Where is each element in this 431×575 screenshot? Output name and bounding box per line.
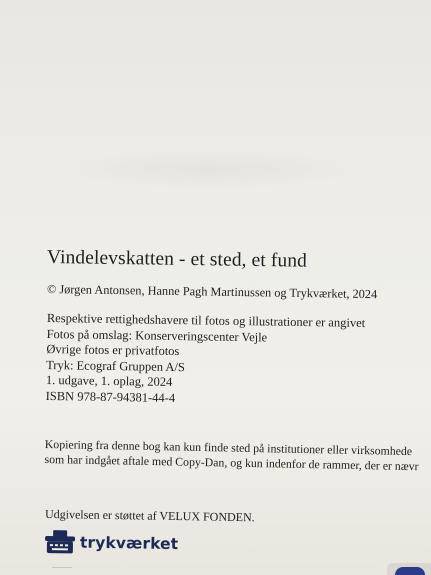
logo-text: trykværket <box>79 533 179 554</box>
background-object-tab <box>395 567 425 575</box>
info-line: Øvrige fotos er privatfotos <box>46 342 180 359</box>
publisher-logo <box>44 529 179 557</box>
info-line: Tryk: Ecograf Gruppen A/S <box>46 357 186 374</box>
legal-line: Kopiering fra denne bog kan kun finde sted på institutioner eller virksomhede <box>44 437 413 459</box>
info-line: 1. udgave, 1. oplag, 2024 <box>45 373 173 390</box>
info-line: Fotos på omslag: Konserveringscenter Vejle <box>46 326 268 345</box>
background-object <box>387 563 431 575</box>
cut-off-text <box>52 567 72 575</box>
typewriter-icon <box>44 529 76 555</box>
info-line: Respektive rettighedshavere til fotos og illustrationer er angivet <box>46 311 366 330</box>
colophon-info <box>46 311 366 410</box>
legal-line: som har indgået aftale med Copy-Dan, og kun indenfor de rammer, der er nævr <box>44 452 419 474</box>
support-line: Udgivelsen er støttet af VELUX FONDEN. <box>44 507 255 525</box>
book-title: Vindelevskatten - et sted, et fund <box>46 247 308 272</box>
show-through-text <box>60 150 360 190</box>
isbn-line: ISBN 978-87-94381-44-4 <box>45 388 176 405</box>
copyright-line: © Jørgen Antonsen, Hanne Pagh Martinussen og Trykværket, 2024 <box>46 282 378 302</box>
copyright-notice <box>44 437 418 475</box>
